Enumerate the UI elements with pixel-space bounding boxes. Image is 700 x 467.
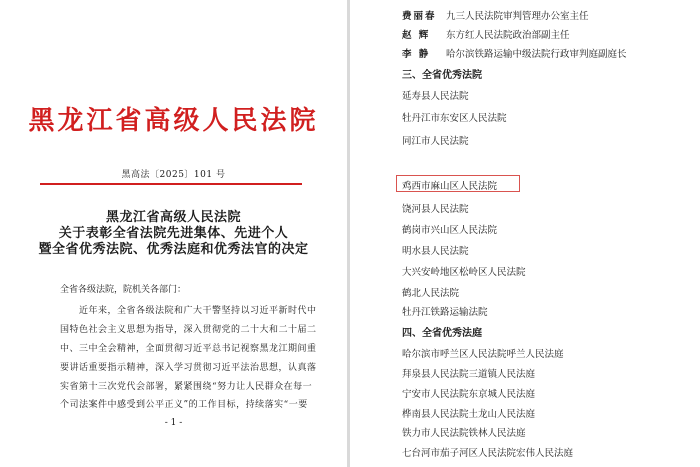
court-item: 牡丹江铁路运输法院 bbox=[402, 307, 488, 318]
body-text-line: 国特色社会主义思想为指导，深入贯彻党的二十大和二十届二 bbox=[60, 325, 317, 335]
body-text-line: 个司法案件中感受到公平正义”的工作目标，持续落实“一要 bbox=[60, 400, 308, 410]
person-name: 赵 辉 bbox=[402, 30, 431, 41]
tribunal-item: 哈尔滨市呼兰区人民法院呼兰人民法庭 bbox=[402, 349, 564, 360]
person-name: 李 静 bbox=[402, 49, 431, 60]
tribunal-item: 七台河市茄子河区人民法院宏伟人民法庭 bbox=[402, 448, 574, 459]
decision-title-line: 暨全省优秀法院、优秀法庭和优秀法官的决定 bbox=[38, 242, 309, 257]
court-item: 大兴安岭地区松岭区人民法院 bbox=[402, 267, 526, 278]
person-title: 哈尔滨铁路运输中级法院行政审判庭副庭长 bbox=[446, 49, 627, 60]
right-document-page bbox=[350, 0, 700, 467]
decision-title-line: 黑龙江省高级人民法院 bbox=[105, 210, 241, 225]
court-item: 鹤岗市兴山区人民法院 bbox=[402, 225, 498, 236]
person-title: 九三人民法院审判管理办公室主任 bbox=[446, 11, 589, 22]
court-item-highlighted: 鸡西市麻山区人民法院 bbox=[402, 181, 498, 192]
tribunal-item: 宁安市人民法院东京城人民法庭 bbox=[402, 389, 536, 400]
tribunal-item: 拜泉县人民法院三道镇人民法庭 bbox=[402, 369, 536, 380]
tribunal-item: 铁力市人民法院铁林人民法庭 bbox=[402, 428, 526, 439]
court-item: 延寿县人民法院 bbox=[402, 91, 469, 102]
person-entry bbox=[402, 27, 570, 41]
page-number: - 1 - bbox=[164, 418, 183, 428]
person-name: 费丽春 bbox=[402, 11, 437, 22]
body-text-line: 中、三中全会精神，全面贯彻习近平总书记视察黑龙江期间重 bbox=[60, 344, 317, 354]
person-title: 东方红人民法院政治部副主任 bbox=[446, 30, 570, 41]
red-separator-line bbox=[40, 183, 302, 185]
tribunal-item: 桦南县人民法院土龙山人民法庭 bbox=[402, 409, 536, 420]
court-item: 饶河县人民法院 bbox=[402, 204, 469, 215]
court-letterhead: 黑龙江省高级人民法院 bbox=[28, 106, 319, 136]
body-text-line: 近年来，全省各级法院和广大干警坚持以习近平新时代中 bbox=[79, 306, 317, 316]
court-item: 同江市人民法院 bbox=[402, 136, 469, 147]
body-text-line: 要讲话重要指示精神，深入学习贯彻习近平法治思想，认真落 bbox=[60, 363, 317, 373]
salutation: 全省各级法院，院机关各部门： bbox=[60, 285, 187, 295]
decision-title-line: 关于表彰全省法院先进集体、先进个人 bbox=[58, 226, 289, 241]
court-item: 明水县人民法院 bbox=[402, 246, 469, 257]
section-heading-tribunals: 四、全省优秀法庭 bbox=[402, 328, 482, 339]
court-item: 牡丹江市东安区人民法院 bbox=[402, 113, 507, 124]
person-entry bbox=[402, 46, 627, 60]
person-entry bbox=[402, 8, 589, 22]
left-document-page bbox=[0, 0, 347, 467]
document-number: 黑高法〔2025〕101 号 bbox=[121, 170, 226, 180]
court-item: 鹤北人民法院 bbox=[402, 288, 460, 299]
body-text-line: 实省第十三次党代会部署，紧紧围绕“努力让人民群众在每一 bbox=[60, 382, 313, 392]
section-heading-courts: 三、全省优秀法院 bbox=[402, 70, 482, 81]
